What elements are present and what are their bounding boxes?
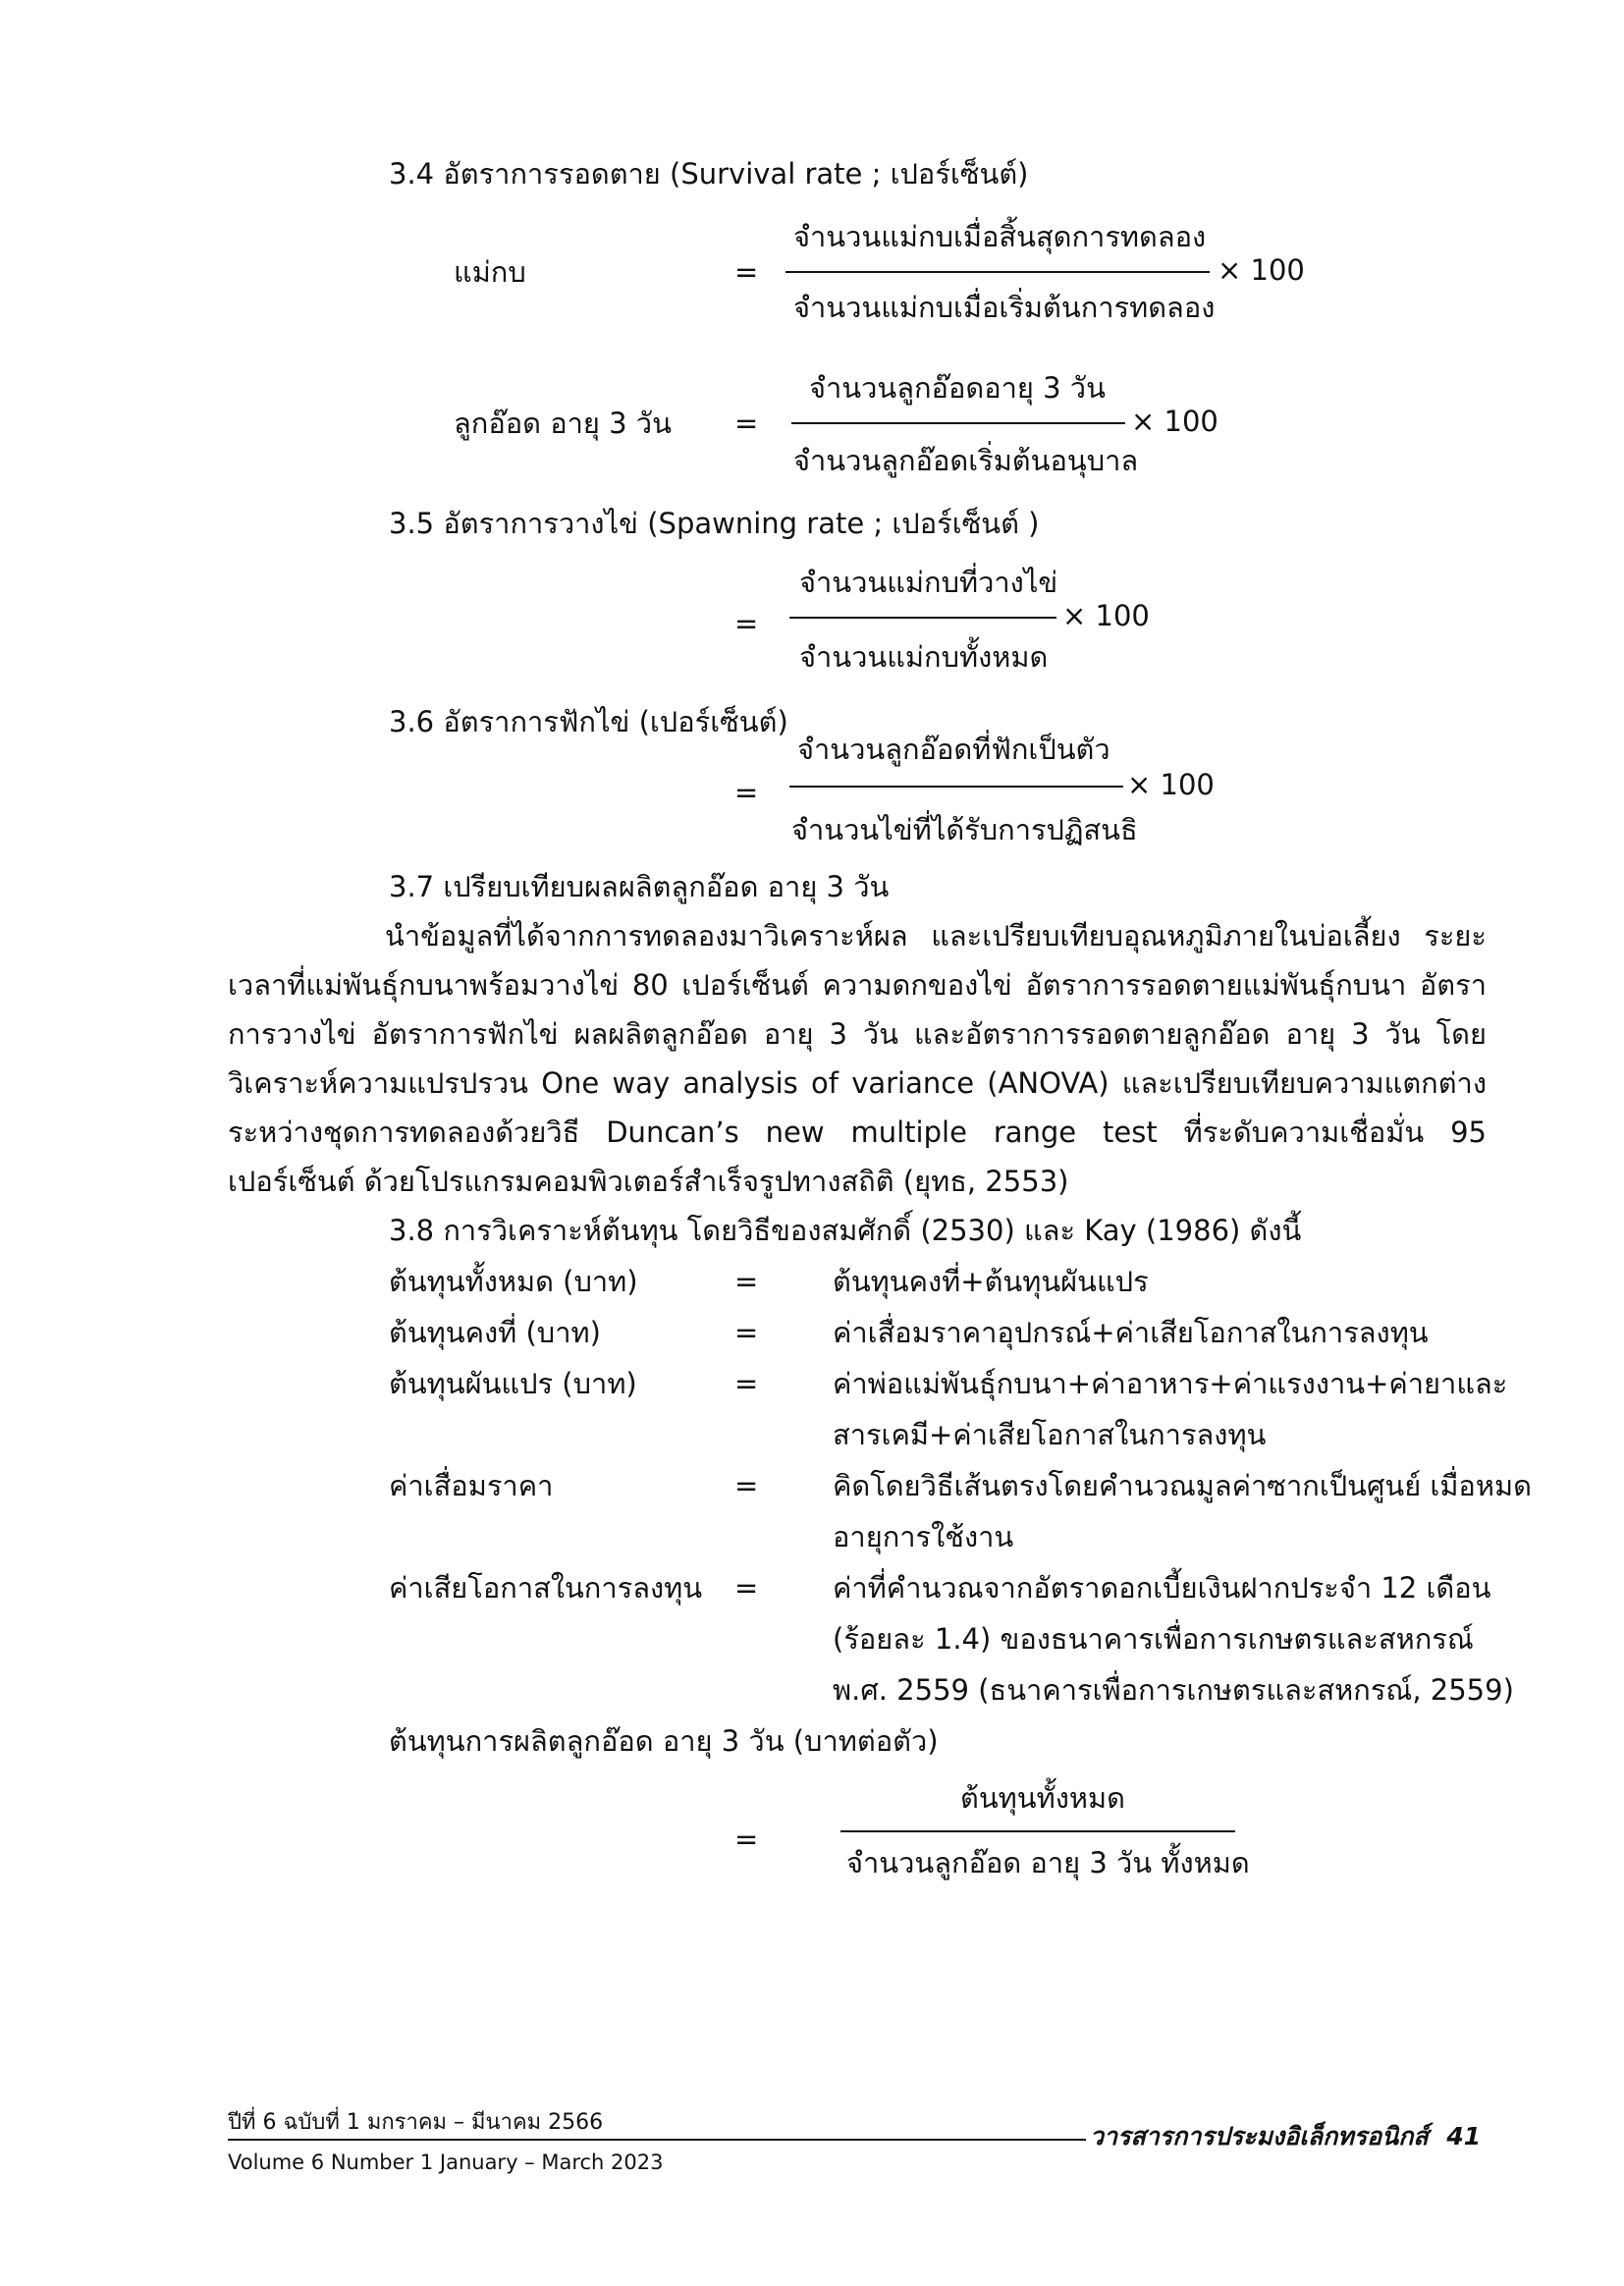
formula-numerator: ต้นทุนทั้งหมด xyxy=(960,1781,1125,1815)
equals-sign: = xyxy=(734,1823,759,1856)
formula-denominator: จำนวนไข่ที่ได้รับการปฏิสนธิ xyxy=(791,813,1138,846)
equals-sign: = xyxy=(734,407,759,440)
multiplier: × 100 xyxy=(1218,253,1305,287)
footer-journal xyxy=(1090,2121,1481,2152)
fraction-bar xyxy=(840,1830,1235,1832)
equals-sign: = xyxy=(734,1571,759,1605)
cost-term: ค่าเสื่อมราคา xyxy=(389,1469,554,1502)
formula-label: ลูกอ๊อด อายุ 3 วัน xyxy=(454,407,672,440)
section-3-8-heading: 3.8 การวิเคราะห์ต้นทุน โดยวิธีของสมศักดิ์ (2530) และ Kay (1986) ดังนี้ xyxy=(389,1214,1302,1247)
formula-numerator: จำนวนลูกอ๊อดที่ฟักเป็นตัว xyxy=(797,733,1110,766)
cost-term: ต้นทุนทั้งหมด (บาท) xyxy=(389,1265,638,1298)
equals-sign: = xyxy=(734,1316,759,1349)
equals-sign: = xyxy=(734,255,759,289)
cost-definition: สารเคมี+ค่าเสียโอกาสในการลงทุน xyxy=(833,1418,1267,1451)
multiplier: × 100 xyxy=(1131,405,1218,438)
formula-label: แม่กบ xyxy=(454,255,526,289)
formula-denominator: จำนวนลูกอ๊อด อายุ 3 วัน ทั้งหมด xyxy=(846,1846,1250,1879)
multiplier: × 100 xyxy=(1062,599,1150,632)
section-3-7-heading: 3.7 เปรียบเทียบผลผลิตลูกอ๊อด อายุ 3 วัน xyxy=(389,870,890,903)
equals-sign: = xyxy=(734,1367,759,1400)
formula-denominator: จำนวนแม่กบทั้งหมด xyxy=(799,640,1049,674)
formula-denominator: จำนวนแม่กบเมื่อเริ่มต้นการทดลอง xyxy=(793,291,1216,324)
cost-definition: คิดโดยวิธีเส้นตรงโดยคำนวณมูลค่าซากเป็นศูนย์ เมื่อหมด xyxy=(833,1469,1532,1502)
formula-denominator: จำนวนลูกอ๊อดเริ่มต้นอนุบาล xyxy=(793,444,1139,477)
equals-sign: = xyxy=(734,607,759,640)
journal-name: วารสารการประมงอิเล็กทรอนิกส์ xyxy=(1090,2122,1429,2150)
equals-sign: = xyxy=(734,776,759,809)
equals-sign: = xyxy=(734,1469,759,1502)
page-number: 41 xyxy=(1446,2122,1482,2150)
cost-formula-label: ต้นทุนการผลิตลูกอ๊อด อายุ 3 วัน (บาทต่อตัว) xyxy=(389,1724,939,1758)
cost-definition: ค่าที่คำนวณจากอัตราดอกเบี้ยเงินฝากประจำ 12 เดือน xyxy=(833,1571,1491,1605)
cost-definition: อายุการใช้งาน xyxy=(833,1520,1014,1553)
multiplier: × 100 xyxy=(1127,768,1215,801)
formula-numerator: จำนวนลูกอ๊อดอายุ 3 วัน xyxy=(809,371,1106,405)
section-3-7-paragraph xyxy=(228,911,1487,1206)
section-3-4-heading: 3.4 อัตราการรอดตาย (Survival rate ; เปอร์เซ็นต์) xyxy=(389,157,1029,190)
section-3-5-heading: 3.5 อัตราการวางไข่ (Spawning rate ; เปอร์เซ็นต์ ) xyxy=(389,507,1040,540)
cost-term: ต้นทุนคงที่ (บาท) xyxy=(389,1316,601,1349)
cost-term: ต้นทุนผันแปร (บาท) xyxy=(389,1367,637,1400)
fraction-bar xyxy=(791,422,1125,424)
cost-definition: ค่าพ่อแม่พันธุ์กบนา+ค่าอาหาร+ค่าแรงงาน+ค่ายาและ xyxy=(833,1367,1508,1400)
cost-definition: ค่าเสื่อมราคาอุปกรณ์+ค่าเสียโอกาสในการลงทุน xyxy=(833,1316,1429,1349)
cost-definition: พ.ศ. 2559 (ธนาคารเพื่อการเกษตรและสหกรณ์, 2559) xyxy=(833,1673,1514,1707)
footer-rule xyxy=(228,2139,1086,2141)
paragraph-text: นำข้อมูลที่ได้จากการทดลองมาวิเคราะห์ผล และเปรียบเทียบอุณหภูมิภายในบ่อเลี้ยง ระยะเวลาที่แม่พันธุ์กบนาพร้อมวางไข่ 80 เปอร์เซ็นต์ ความดกของไข่ อัตราการรอดตายแม่พันธุ์กบนา อัตราการวางไข่ อัตราการฟักไข่ ผลผลิตลูกอ๊อด อายุ 3 วัน และอัตราการรอดตายลูกอ๊อด อายุ 3 วัน โดยวิเคราะห์ความแปรปรวน One way analysis of variance (ANOVA) และเปรียบเทียบความแตกต่าง ระหว่างชุดการทดลองด้วยวิธี Duncan’s new multiple range test ที่ระดับความเชื่อมั่น 95 เปอร์เซ็นต์ ด้วยโปรแกรมคอมพิวเตอร์สำเร็จรูปทางสถิติ (ยุทธ, 2553) xyxy=(228,919,1487,1198)
formula-numerator: จำนวนแม่กบที่วางไข่ xyxy=(799,566,1058,599)
fraction-bar xyxy=(789,617,1056,619)
fraction-bar xyxy=(789,786,1123,788)
footer-issue-th: ปีที่ 6 ฉบับที่ 1 มกราคม – มีนาคม 2566 xyxy=(228,2110,604,2135)
cost-definition: ต้นทุนคงที่+ต้นทุนผันแปร xyxy=(833,1265,1149,1298)
cost-definition: (ร้อยละ 1.4) ของธนาคารเพื่อการเกษตรและสหกรณ์ xyxy=(833,1622,1474,1656)
formula-numerator: จำนวนแม่กบเมื่อสิ้นสุดการทดลอง xyxy=(793,220,1207,253)
cost-term: ค่าเสียโอกาสในการลงทุน xyxy=(389,1571,703,1605)
equals-sign: = xyxy=(734,1265,759,1298)
fraction-bar xyxy=(785,271,1210,273)
section-3-6-heading: 3.6 อัตราการฟักไข่ (เปอร์เซ็นต์) xyxy=(389,705,788,738)
footer-issue-en: Volume 6 Number 1 January – March 2023 xyxy=(228,2150,664,2174)
